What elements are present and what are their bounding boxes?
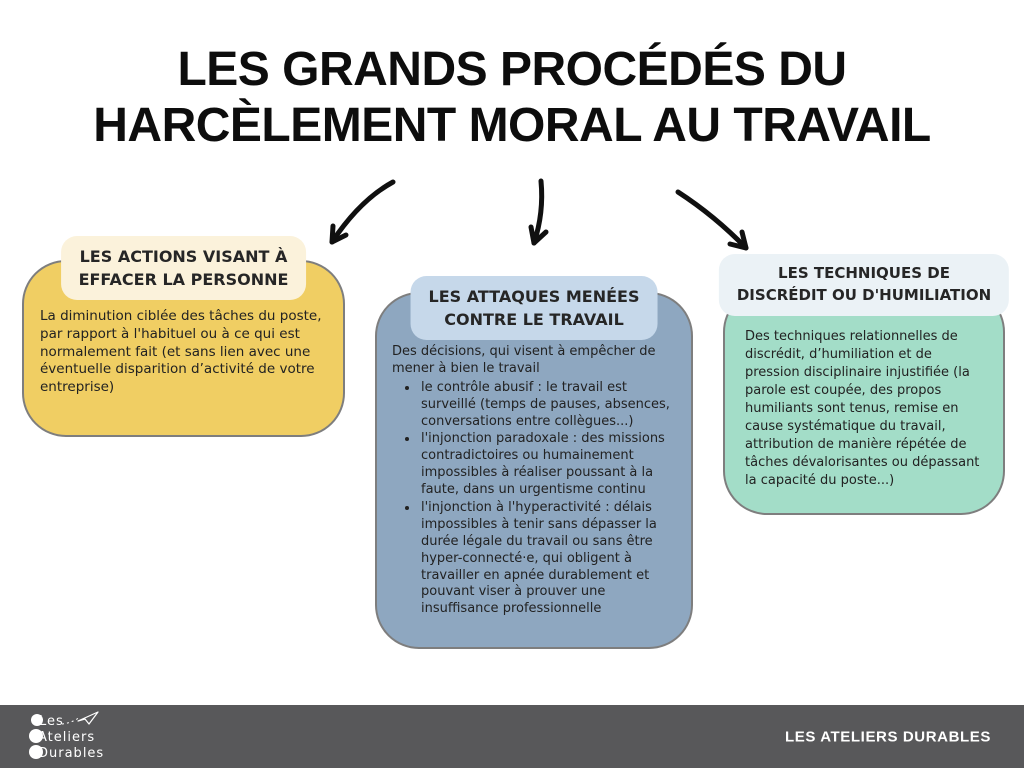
arrow-down-left-icon — [332, 182, 393, 242]
card-label-line-1: LES TECHNIQUES DE — [778, 264, 950, 282]
card-label — [411, 276, 658, 340]
arrow-down-icon — [531, 181, 546, 243]
card-label-line-2: DISCRÉDIT OU D'HUMILIATION — [736, 285, 992, 304]
page-title-line-2: HARCÈLEMENT MORAL AU TRAVAIL — [93, 98, 931, 152]
card-body: La diminution ciblée des tâches du poste, par rapport à l'habituel ou à ce qui est normalement fait (et sans lien avec une éventuelle disparition d’activité de votre entreprise) — [40, 308, 322, 396]
card-label-line-2: EFFACER LA PERSONNE — [78, 270, 289, 290]
footer-brand-text: LES ATELIERS DURABLES — [785, 728, 991, 745]
card-body: Des techniques relationnelles de discrédit, d’humiliation et de pression disciplinaire injustifiée (la parole est coupée, des propos humiliants sont tenus, remise en cause systématique du travail, attribution de manière répétée de tâches dévalorisantes ou dépassant la capacité du poste...) — [745, 329, 980, 488]
card-intro: Des décisions, qui visent à empêcher de mener à bien le travail — [392, 344, 656, 376]
connector-arrows — [300, 168, 760, 263]
card-discredit-ou-humiliation — [723, 264, 1005, 515]
card-actions-effacer-la-personne — [22, 247, 345, 437]
logo-word-durables: Durables — [38, 746, 105, 761]
logo-word-ateliers: Ateliers — [38, 730, 96, 745]
footer-logo — [26, 709, 146, 765]
paper-plane-icon — [62, 712, 98, 724]
card-label-line-1: LES ACTIONS VISANT À — [79, 247, 288, 266]
card-body — [392, 344, 679, 618]
page-title — [0, 42, 1024, 153]
card-attaques-contre-le-travail — [375, 287, 693, 649]
footer-bar — [0, 705, 1024, 768]
arrow-down-right-icon — [678, 192, 746, 248]
bullet-item: • l'injonction paradoxale : des missions contradictoires ou humainement impossibles à réaliser poussant à la faute, dans un urgentisme continu — [419, 431, 679, 499]
card-label — [719, 254, 1009, 316]
bullet-list — [392, 380, 679, 618]
bullet-item: • l'injonction à l'hyperactivité : délais impossibles à tenir sans dépasser la durée légale du travail ou sans être hyper-connecté·e, qui obligent à travailler en apnée durablement et pouvant viser à prouver une insuffisance professionnelle — [419, 500, 679, 618]
bullet-item: • le contrôle abusif : le travail est surveillé (temps de pauses, absences, conversations entre collègues...) — [419, 380, 679, 431]
card-label-line-2: CONTRE LE TRAVAIL — [444, 310, 624, 330]
logo-word-les: Les — [39, 714, 64, 729]
card-label — [61, 236, 307, 300]
page-title-line-1: LES GRANDS PROCÉDÉS DU — [177, 43, 847, 96]
card-label-line-1: LES ATTAQUES MENÉES — [428, 287, 640, 306]
